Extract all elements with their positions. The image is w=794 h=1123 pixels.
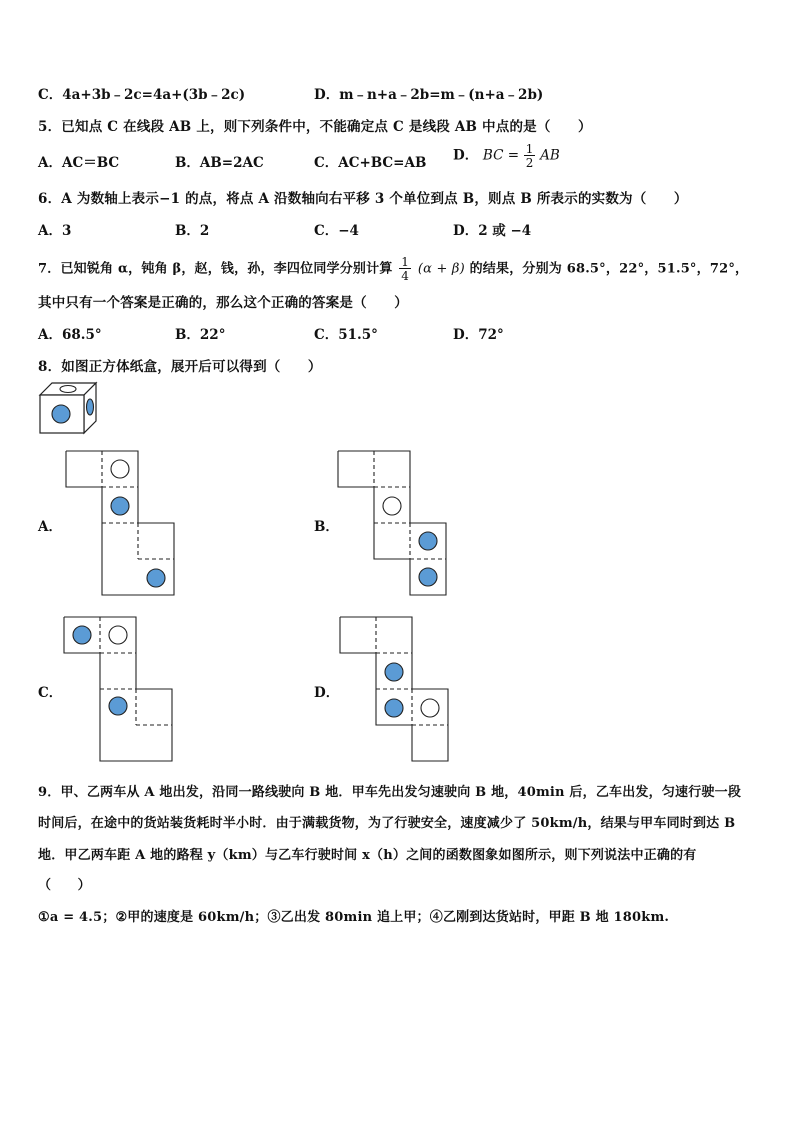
q7-option-d: D．72° xyxy=(453,327,504,343)
q8-option-c-label: C． xyxy=(38,685,63,701)
cube-box-illustration xyxy=(40,383,100,435)
q9-stem-line3: 地．甲乙两车距 A 地的路程 y（km）与乙车行驶时间 x（h）之间的函数图象如图所示，则下列说法中正确的有 xyxy=(38,848,697,863)
cube-side-filled-circle xyxy=(87,399,94,415)
q5-option-d-fraction xyxy=(524,143,536,169)
cube-top-empty-circle xyxy=(60,386,76,393)
q8-stem: 8．如图正方体纸盒，展开后可以得到（ ） xyxy=(38,359,322,375)
net-c-filled-circle-2 xyxy=(109,697,127,715)
net-d-empty-circle xyxy=(421,699,439,717)
q9-stem-line2: 时间后，在途中的货站装货耗时半小时．由于满载货物，为了行驶安全，速度减少了 50km/h，结果与甲车同时到达 B xyxy=(38,816,736,831)
q7-option-c: C．51.5° xyxy=(314,327,378,343)
q4-option-c: C．4a+3b﹣2c=4a+(3b﹣2c) xyxy=(38,87,246,103)
q5-fraction-numerator: 1 xyxy=(525,142,534,156)
net-a-filled-circle-2 xyxy=(147,569,165,587)
net-option-c xyxy=(64,617,176,762)
q8-option-b-label: B． xyxy=(314,519,339,535)
q6-option-c: C．−4 xyxy=(314,223,359,239)
q6-option-d: D．2 或 −4 xyxy=(453,223,532,239)
q5-option-d-lhs: BC = xyxy=(482,147,520,164)
q9-stem-line4: （ ） xyxy=(38,878,91,893)
net-c-empty-circle xyxy=(109,626,127,644)
net-a-filled-circle-1 xyxy=(111,497,129,515)
q7-stem-line1 xyxy=(38,256,748,282)
q7-fraction-expression: (α + β) xyxy=(417,261,465,277)
q7-option-a: A．68.5° xyxy=(38,327,102,343)
net-c-filled-circle-1 xyxy=(73,626,91,644)
q6-option-b: B．2 xyxy=(175,223,210,239)
q7-option-b: B．22° xyxy=(175,327,226,343)
q4-option-d: D．m﹣n+a﹣2b=m﹣(n+a﹣2b) xyxy=(314,87,544,103)
q5-option-d-rhs: AB xyxy=(540,147,560,164)
net-option-a xyxy=(66,451,176,596)
q7-fraction xyxy=(399,256,411,282)
q7-stem-part2: 的结果，分别为 68.5°，22°，51.5°，72°， xyxy=(469,261,749,277)
q5-option-a: A．AC＝BC xyxy=(38,155,120,171)
net-d-filled-circle-1 xyxy=(385,663,403,681)
net-option-b xyxy=(338,451,450,596)
q5-stem: 5．已知点 C 在线段 AB 上，则下列条件中，不能确定点 C 是线段 AB 中点的是（ ） xyxy=(38,119,592,135)
q5-option-c: C．AC+BC=AB xyxy=(314,155,427,171)
net-b-empty-circle xyxy=(383,497,401,515)
cube-front-filled-circle xyxy=(52,405,70,423)
net-a-empty-circle xyxy=(111,460,129,478)
q7-stem-part1: 7．已知锐角 α，钝角 β，赵，钱，孙，李四位同学分别计算 xyxy=(38,261,393,277)
q9-stem-line1: 9．甲、乙两车从 A 地出发，沿同一路线驶向 B 地．甲车先出发匀速驶向 B 地，40min 后，乙车出发，匀速行驶一段 xyxy=(38,785,742,800)
q6-stem: 6．A 为数轴上表示−1 的点，将点 A 沿数轴向右平移 3 个单位到点 B，则点 B 所表示的实数为（ ） xyxy=(38,191,688,207)
net-option-d xyxy=(340,617,452,762)
q8-option-d-label: D． xyxy=(314,685,340,701)
q6-option-a: A．3 xyxy=(38,223,72,239)
net-b-filled-circle-1 xyxy=(419,532,437,550)
q5-fraction-denominator: 2 xyxy=(525,156,534,170)
net-b-filled-circle-2 xyxy=(419,568,437,586)
q7-fraction-numerator: 1 xyxy=(401,255,410,269)
q5-option-b: B．AB=2AC xyxy=(175,155,264,171)
q7-fraction-denominator: 4 xyxy=(401,269,410,283)
q7-stem-line2: 其中只有一个答案是正确的，那么这个正确的答案是（ ） xyxy=(38,295,408,311)
q8-option-a-label: A． xyxy=(38,519,62,535)
q5-option-d xyxy=(453,143,560,169)
net-d-filled-circle-2 xyxy=(385,699,403,717)
q5-option-d-label: D． xyxy=(453,147,479,164)
q9-statements: ①a = 4.5；②甲的速度是 60km/h；③乙出发 80min 追上甲；④乙刚到达货站时，甲距 B 地 180km. xyxy=(38,910,670,925)
